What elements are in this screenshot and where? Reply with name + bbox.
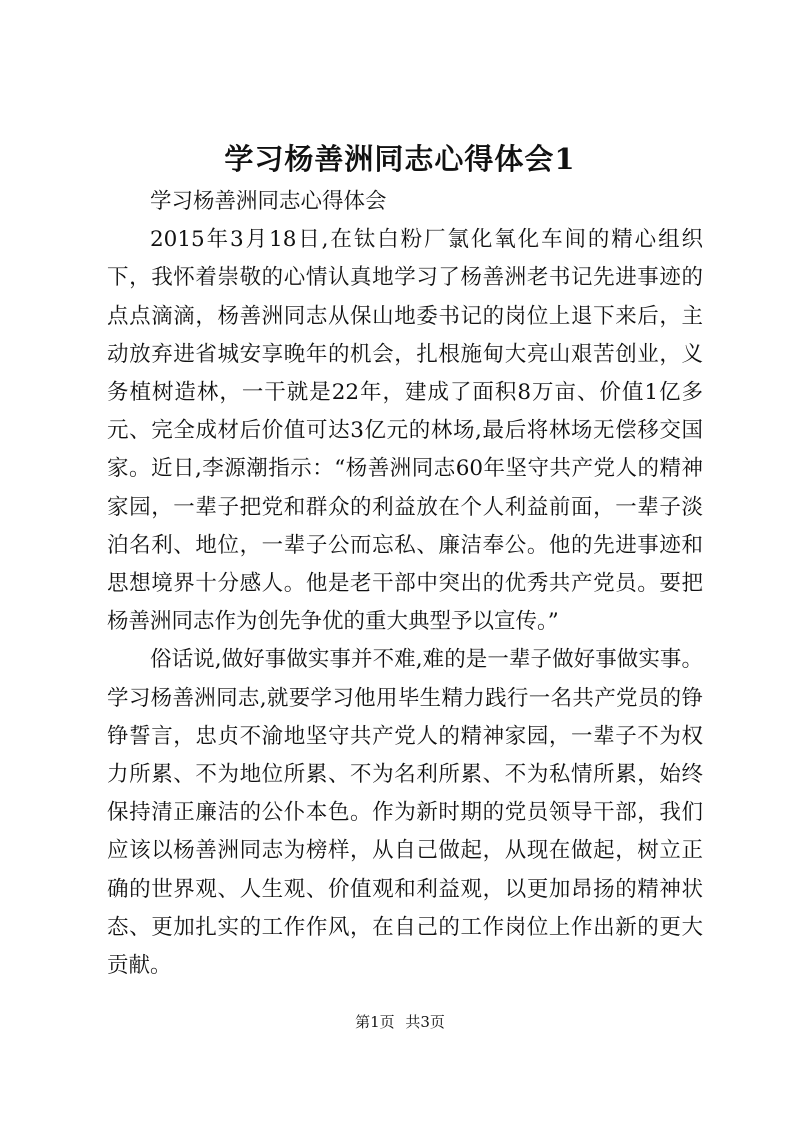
document-body — [107, 183, 703, 985]
page-number: 第1页 — [355, 1013, 395, 1031]
page-footer — [0, 1012, 800, 1032]
document-subtitle: 学习杨善洲同志心得体会 — [150, 189, 387, 214]
document-title: 学习杨善洲同志心得体会1 — [224, 142, 576, 176]
page-total: 共3页 — [405, 1013, 445, 1031]
paragraph-2: 俗话说,做好事做实事并不难,难的是一辈子做好事做实事。学习杨善洲同志,就要学习他用毕生精力践行一名共产党员的铮铮誓言，忠贞不渝地坚守共产党人的精神家园，一辈子不为权力所累、不为地位所累、不为名利所累、不为私情所累，始终保持清正廉洁的公仆本色。作为新时期的党员领导干部，我们应该以杨善洲同志为榜样，从自己做起，从现在做起，树立正确的世界观、人生观、价值观和利益观，以更加昂扬的精神状态、更加扎实的工作作风，在自己的工作岗位上作出新的更大贡献。 — [107, 647, 703, 979]
paragraph-1: 2015年3月18日,在钛白粉厂氯化氧化车间的精心组织下，我怀着崇敬的心情认真地学习了杨善洲老书记先进事迹的点点滴滴，杨善洲同志从保山地委书记的岗位上退下来后，主动放弃进省城安享晚年的机会，扎根施甸大亮山艰苦创业，义务植树造林，一干就是22年，建成了面积8万亩、价值1亿多元、完全成材后价值可达3亿元的林场,最后将林场无偿移交国家。近日,李源潮指示：“杨善洲同志60年坚守共产党人的精神家园，一辈子把党和群众的利益放在个人利益前面，一辈子淡泊名利、地位，一辈子公而忘私、廉洁奉公。他的先进事迹和思想境界十分感人。他是老干部中突出的优秀共产党员。要把杨善洲同志作为创先争优的重大典型予以宣传。” — [107, 227, 703, 635]
